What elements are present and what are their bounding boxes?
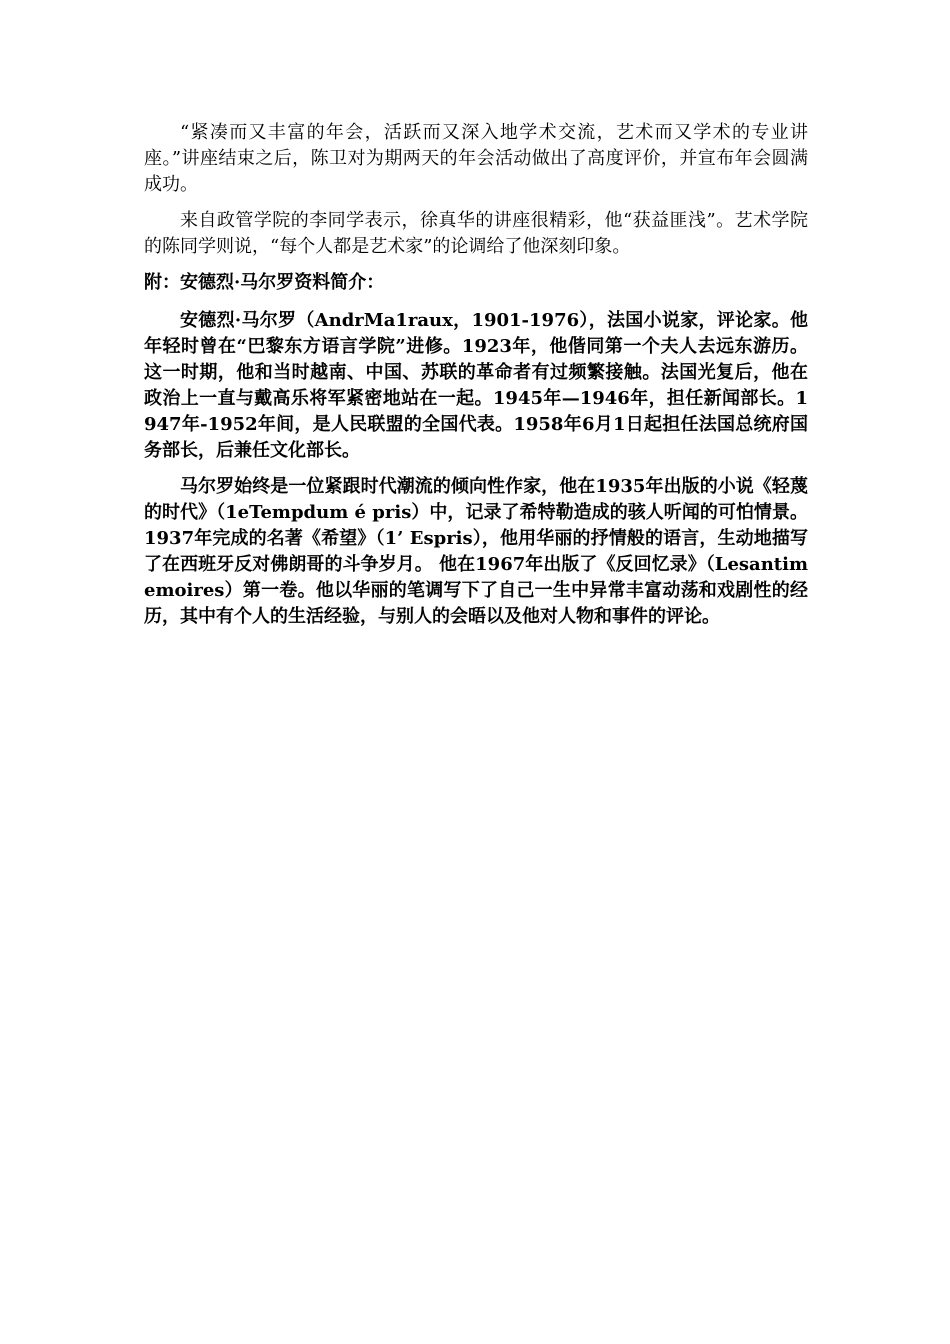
paragraph-conference-summary: “紧凑而又丰富的年会，活跃而又深入地学术交流，艺术而又学术的专业讲座。”讲座结束之后，陈卫对为期两天的年会活动做出了高度评价，并宣布年会圆满成功。 <box>144 122 808 195</box>
paragraph-malraux-works: 马尔罗始终是一位紧跟时代潮流的倾向性作家，他在1935年出版的小说《轻蔑的时代》（1eTempdum é pris）中，记录了希特勒造成的骇人听闻的可怕情景。1937年完成的名著《希望》（1’ Espris），他用华丽的抒情般的语言，生动地描写了在西班牙反对佛朗哥的斗争岁月。 他在1967年出版了《反回忆录》（Lesantimemoires）第一卷。他以华丽的笔调写下了自己一生中异常丰富动荡和戏剧性的经历，其中有个人的生活经验，与别人的会晤以及他对人物和事件的评论。 <box>144 476 808 627</box>
appendix-heading: 附：安德烈·马尔罗资料简介： <box>144 272 385 293</box>
paragraph-student-feedback: 来自政管学院的李同学表示，徐真华的讲座很精彩，他“获益匪浅”。艺术学院的陈同学则说，“每个人都是艺术家”的论调给了他深刻印象。 <box>144 210 808 257</box>
paragraph-malraux-biography: 安德烈·马尔罗（AndrMa1raux，1901-1976），法国小说家，评论家。他年轻时曾在“巴黎东方语言学院”进修。1923年，他偕同第一个夫人去远东游历。这一时期，他和当时越南、中国、苏联的革命者有过频繁接触。法国光复后，他在政治上一直与戴高乐将军紧密地站在一起。1945年—1946年，担任新闻部长。1947年-1952年间，是人民联盟的全国代表。1958年6月1日起担任法国总统府国务部长，后兼任文化部长。 <box>144 310 808 461</box>
document-page <box>144 120 808 640</box>
